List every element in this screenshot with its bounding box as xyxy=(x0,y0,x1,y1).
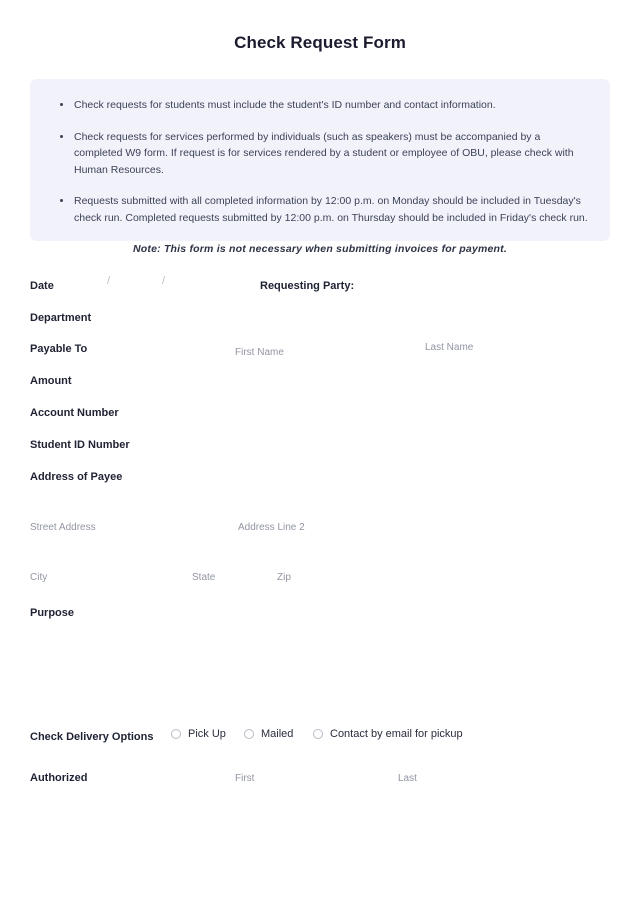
city-sublabel: City xyxy=(30,572,48,583)
zip-sublabel: Zip xyxy=(277,572,291,583)
instruction-item xyxy=(52,193,588,226)
address-line-2-sublabel: Address Line 2 xyxy=(238,522,305,533)
department-label: Department xyxy=(30,312,92,324)
street-address-sublabel: Street Address xyxy=(30,522,96,533)
delivery-option-pick-up[interactable] xyxy=(171,728,226,740)
radio-icon[interactable] xyxy=(313,729,323,739)
address-of-payee-label: Address of Payee xyxy=(30,471,123,483)
payable-first-name-sublabel: First Name xyxy=(235,347,284,358)
instruction-text: Check requests for students must include the student's ID number and contact information. xyxy=(74,99,496,111)
instruction-text: Check requests for services performed by individuals (such as speakers) must be accompanied by a completed W9 form. If request is for services rendered by a student or employee of OBU, please check with Human Resources. xyxy=(74,130,574,176)
instruction-text: Requests submitted with all completed information by 12:00 p.m. on Monday should be included in Tuesday's check run. Completed requests submitted by 12:00 p.m. on Thursday should be included in Friday's check run. xyxy=(74,195,588,224)
date-separator-1: / xyxy=(107,275,111,287)
state-sublabel: State xyxy=(192,572,216,583)
instruction-item xyxy=(52,97,588,114)
bullet-icon xyxy=(60,135,63,138)
delivery-option-mailed[interactable] xyxy=(244,728,293,740)
instructions-list xyxy=(52,97,588,226)
payable-last-name-sublabel: Last Name xyxy=(425,342,474,353)
delivery-option-label: Contact by email for pickup xyxy=(330,728,463,740)
instructions-panel xyxy=(30,79,610,255)
date-label: Date xyxy=(30,280,54,292)
delivery-option-label: Mailed xyxy=(261,728,294,740)
authorized-last-sublabel: Last xyxy=(398,773,417,784)
page-title: Check Request Form xyxy=(234,33,406,52)
authorized-label: Authorized xyxy=(30,772,88,784)
payable-to-label: Payable To xyxy=(30,343,88,355)
bullet-icon xyxy=(60,103,63,106)
bullet-icon xyxy=(60,199,63,202)
requesting-party-label: Requesting Party: xyxy=(260,280,355,292)
purpose-label: Purpose xyxy=(30,607,75,619)
instructions-note: Note: This form is not necessary when submitting invoices for payment. xyxy=(133,243,507,255)
amount-label: Amount xyxy=(30,375,72,387)
delivery-option-contact-by-email[interactable] xyxy=(313,728,463,740)
check-delivery-options-label: Check Delivery Options xyxy=(30,731,154,743)
account-number-label: Account Number xyxy=(30,407,119,419)
purpose-textarea[interactable] xyxy=(30,628,610,712)
student-id-label: Student ID Number xyxy=(30,439,130,451)
radio-icon[interactable] xyxy=(244,729,254,739)
authorized-first-sublabel: First xyxy=(235,773,255,784)
instruction-item xyxy=(52,129,588,179)
radio-icon[interactable] xyxy=(171,729,181,739)
delivery-option-label: Pick Up xyxy=(188,728,226,740)
date-separator-2: / xyxy=(162,275,166,287)
